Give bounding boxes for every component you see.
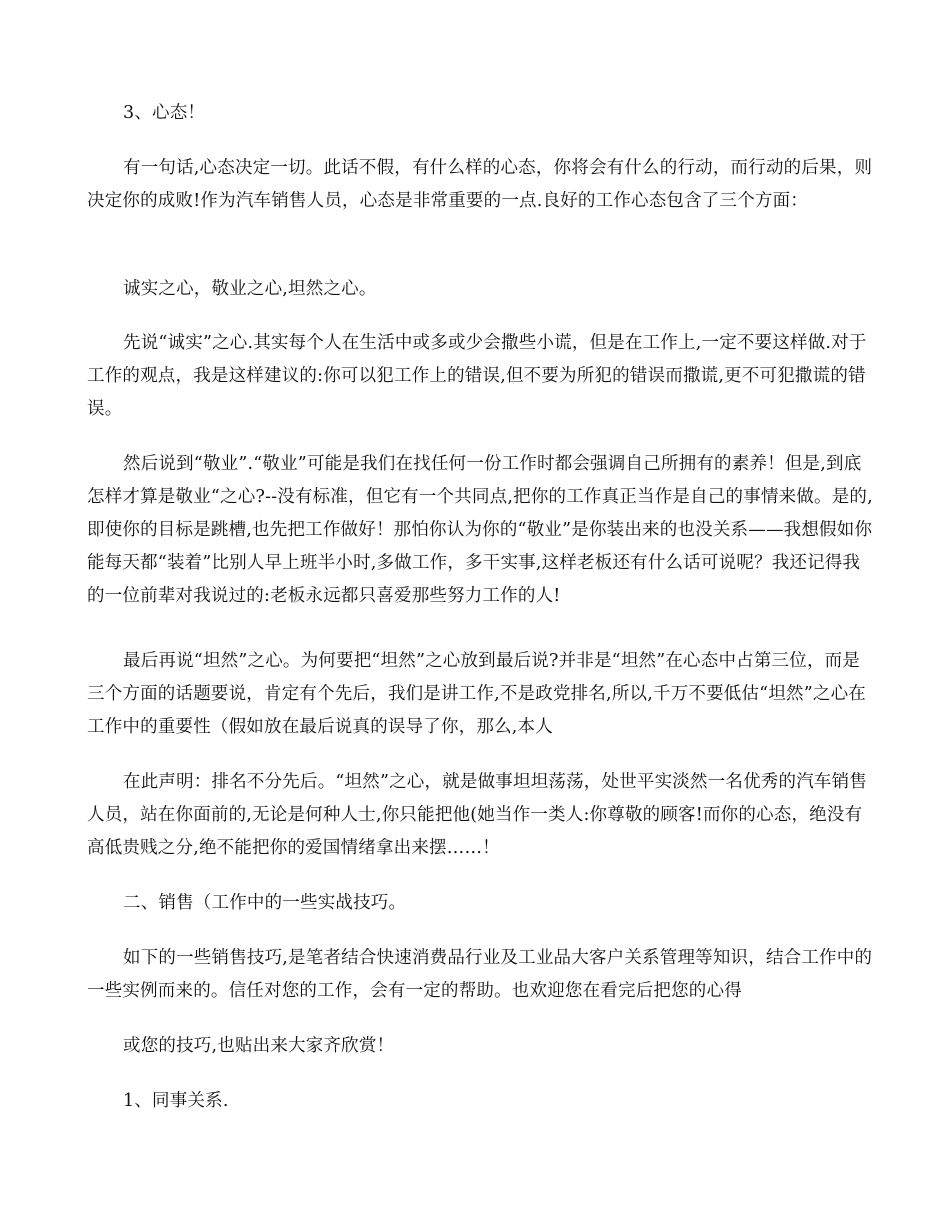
paragraph-sales-intro: 如下的一些销售技巧,是笔者结合快速消费品行业及工业品大客户关系管理等知识，结合工作中的一些实例而来的。信任对您的工作，会有一定的帮助。也欢迎您在看完后把您的心得 — [87, 948, 873, 1001]
heading-sales-skills: 二、销售（工作中的一些实战技巧。 — [123, 893, 407, 913]
heading-colleague-relations: 1、同事关系. — [123, 1091, 229, 1111]
paragraph-dedication: 然后说到“敬业”.“敬业”可能是我们在找任何一份工作时都会强调自己所拥有的素养！但是,到底怎样才算是敬业“之心?--没有标准，但它有一个共同点,把你的工作真正当作是自己的事情来做。是的,即使你的目标是跳槽,也先把工作做好！那怕你认为你的“敬业”是你装出来的也没关系——我想假如你能每天都“装着”比别人早上班半小时,多做工作，多干实事,这样老板还有什么话可说呢？我还记得我的一位前辈对我说过的:老板永远都只喜爱那些努力工作的人! — [87, 454, 873, 606]
paragraph-composure-continued: 在此声明：排名不分先后。“坦然”之心，就是做事坦坦荡荡，处世平实淡然一名优秀的汽车销售人员，站在你面前的,无论是何种人士,你只能把他(她当作一类人:你尊敬的顾客!而你的心态，绝没有高低贵贱之分,绝不能把你的爱国情绪拿出来摆……！ — [87, 772, 867, 858]
paragraph-honesty: 先说“诚实”之心.其实每个人在生活中或多或少会撒些小谎，但是在工作上,一定不要这样做.对于工作的观点，我是这样建议的:你可以犯工作上的错误,但不要为所犯的错误而撒谎,更不可犯撒谎的错误。 — [87, 333, 867, 419]
paragraph-composure: 最后再说“坦然”之心。为何要把“坦然”之心放到最后说?并非是“坦然”在心态中占第三位，而是三个方面的话题要说，肯定有个先后，我们是讲工作,不是政党排名,所以,千万不要低估“坦然”之心在工作中的重要性（假如放在最后说真的误导了你，那么,本人 — [87, 651, 866, 737]
paragraph-sales-invite: 或您的技巧,也贴出来大家齐欣赏！ — [123, 1036, 395, 1056]
paragraph-three-hearts: 诚实之心，敬业之心,坦然之心。 — [123, 279, 377, 299]
paragraph-mindset-intro: 有一句话,心态决定一切。此话不假，有什么样的心态，你将会有什么的行动，而行动的后果，则决定你的成败!作为汽车销售人员，心态是非常重要的一点.良好的工作心态包含了三个方面： — [87, 158, 873, 211]
heading-mindset: 3、心态！ — [123, 103, 206, 123]
